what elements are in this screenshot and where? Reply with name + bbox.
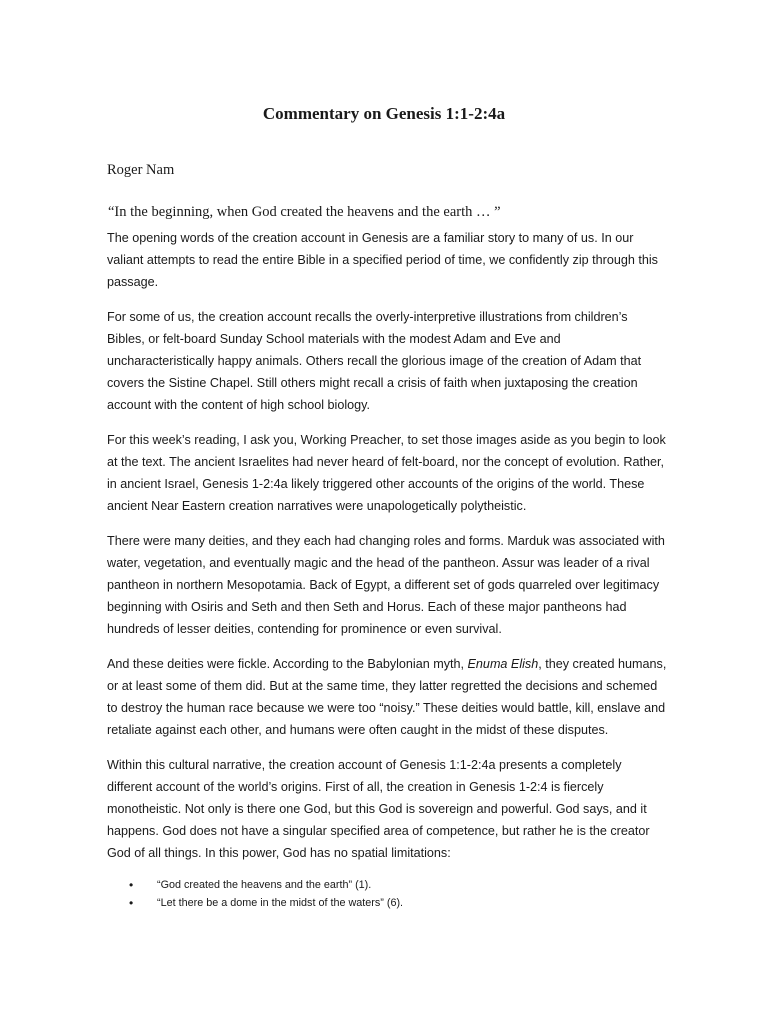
- list-item: • “God created the heavens and the earth” (1).: [151, 876, 667, 894]
- epigraph-quote: “In the beginning, when God created the heavens and the earth … ”: [108, 204, 501, 220]
- body-text: [107, 227, 667, 912]
- list-item: • “Let there be a dome in the midst of the waters” (6).: [151, 894, 667, 912]
- paragraph: For this week’s reading, I ask you, Working Preacher, to set those images aside as you begin to look at the text. The ancient Israelites had never heard of felt-board, nor the concept of evolution. Rather, in ancient Israel, Genesis 1-2:4a likely triggered other accounts of the origins of the world. These ancient Near Eastern creation narratives were unapologetically polytheistic.: [107, 433, 666, 513]
- document-title: Commentary on Genesis 1:1-2:4a: [262, 104, 506, 123]
- paragraph: [107, 653, 667, 741]
- paragraph: The opening words of the creation account in Genesis are a familiar story to many of us. In our valiant attempts to read the entire Bible in a specified period of time, we confidently zip through this passage.: [107, 231, 658, 289]
- paragraph: There were many deities, and they each had changing roles and forms. Marduk was associated with water, vegetation, and eventually magic and the head of the pantheon. Assur was leader of a rival pantheon in northern Mesopotamia. Back of Egypt, a different set of gods quarreled over legitimacy beginning with Osiris and Seth and then Seth and Horus. Each of these major pantheons had hundreds of lesser deities, contending for prominence or even survival.: [107, 534, 665, 636]
- paragraph: For some of us, the creation account recalls the overly-interpretive illustrations from children’s Bibles, or felt-board Sunday School materials with the modest Adam and Eve and uncharacteristically happy animals. Others recall the glorious image of the creation of Adam that covers the Sistine Chapel. Still others might recall a crisis of faith when juxtaposing the creation account with the content of high school biology.: [107, 310, 642, 412]
- author-name: Roger Nam: [107, 162, 175, 178]
- paragraph-text: , they created humans, or at least some of them did. But at the same time, they latter regretted the decisions and schemed to destroy the human race because we were too “noisy.” These deities would battle, kill, enslave and retaliate against each other, and humans were often caught in the midst of these disputes.: [107, 657, 667, 737]
- italic-title: Enuma Elish: [467, 657, 539, 671]
- paragraph-text: And these deities were fickle. According to the Babylonian myth,: [107, 657, 468, 671]
- bullet-list: [151, 876, 667, 912]
- paragraph: Within this cultural narrative, the creation account of Genesis 1:1-2:4a presents a completely different account of the world’s origins. First of all, the creation in Genesis 1-2:4 is fiercely monotheistic. Not only is there one God, but this God is sovereign and powerful. God says, and it happens. God does not have a singular specified area of competence, but rather he is the creator God of all things. In this power, God has no spatial limitations:: [107, 758, 650, 860]
